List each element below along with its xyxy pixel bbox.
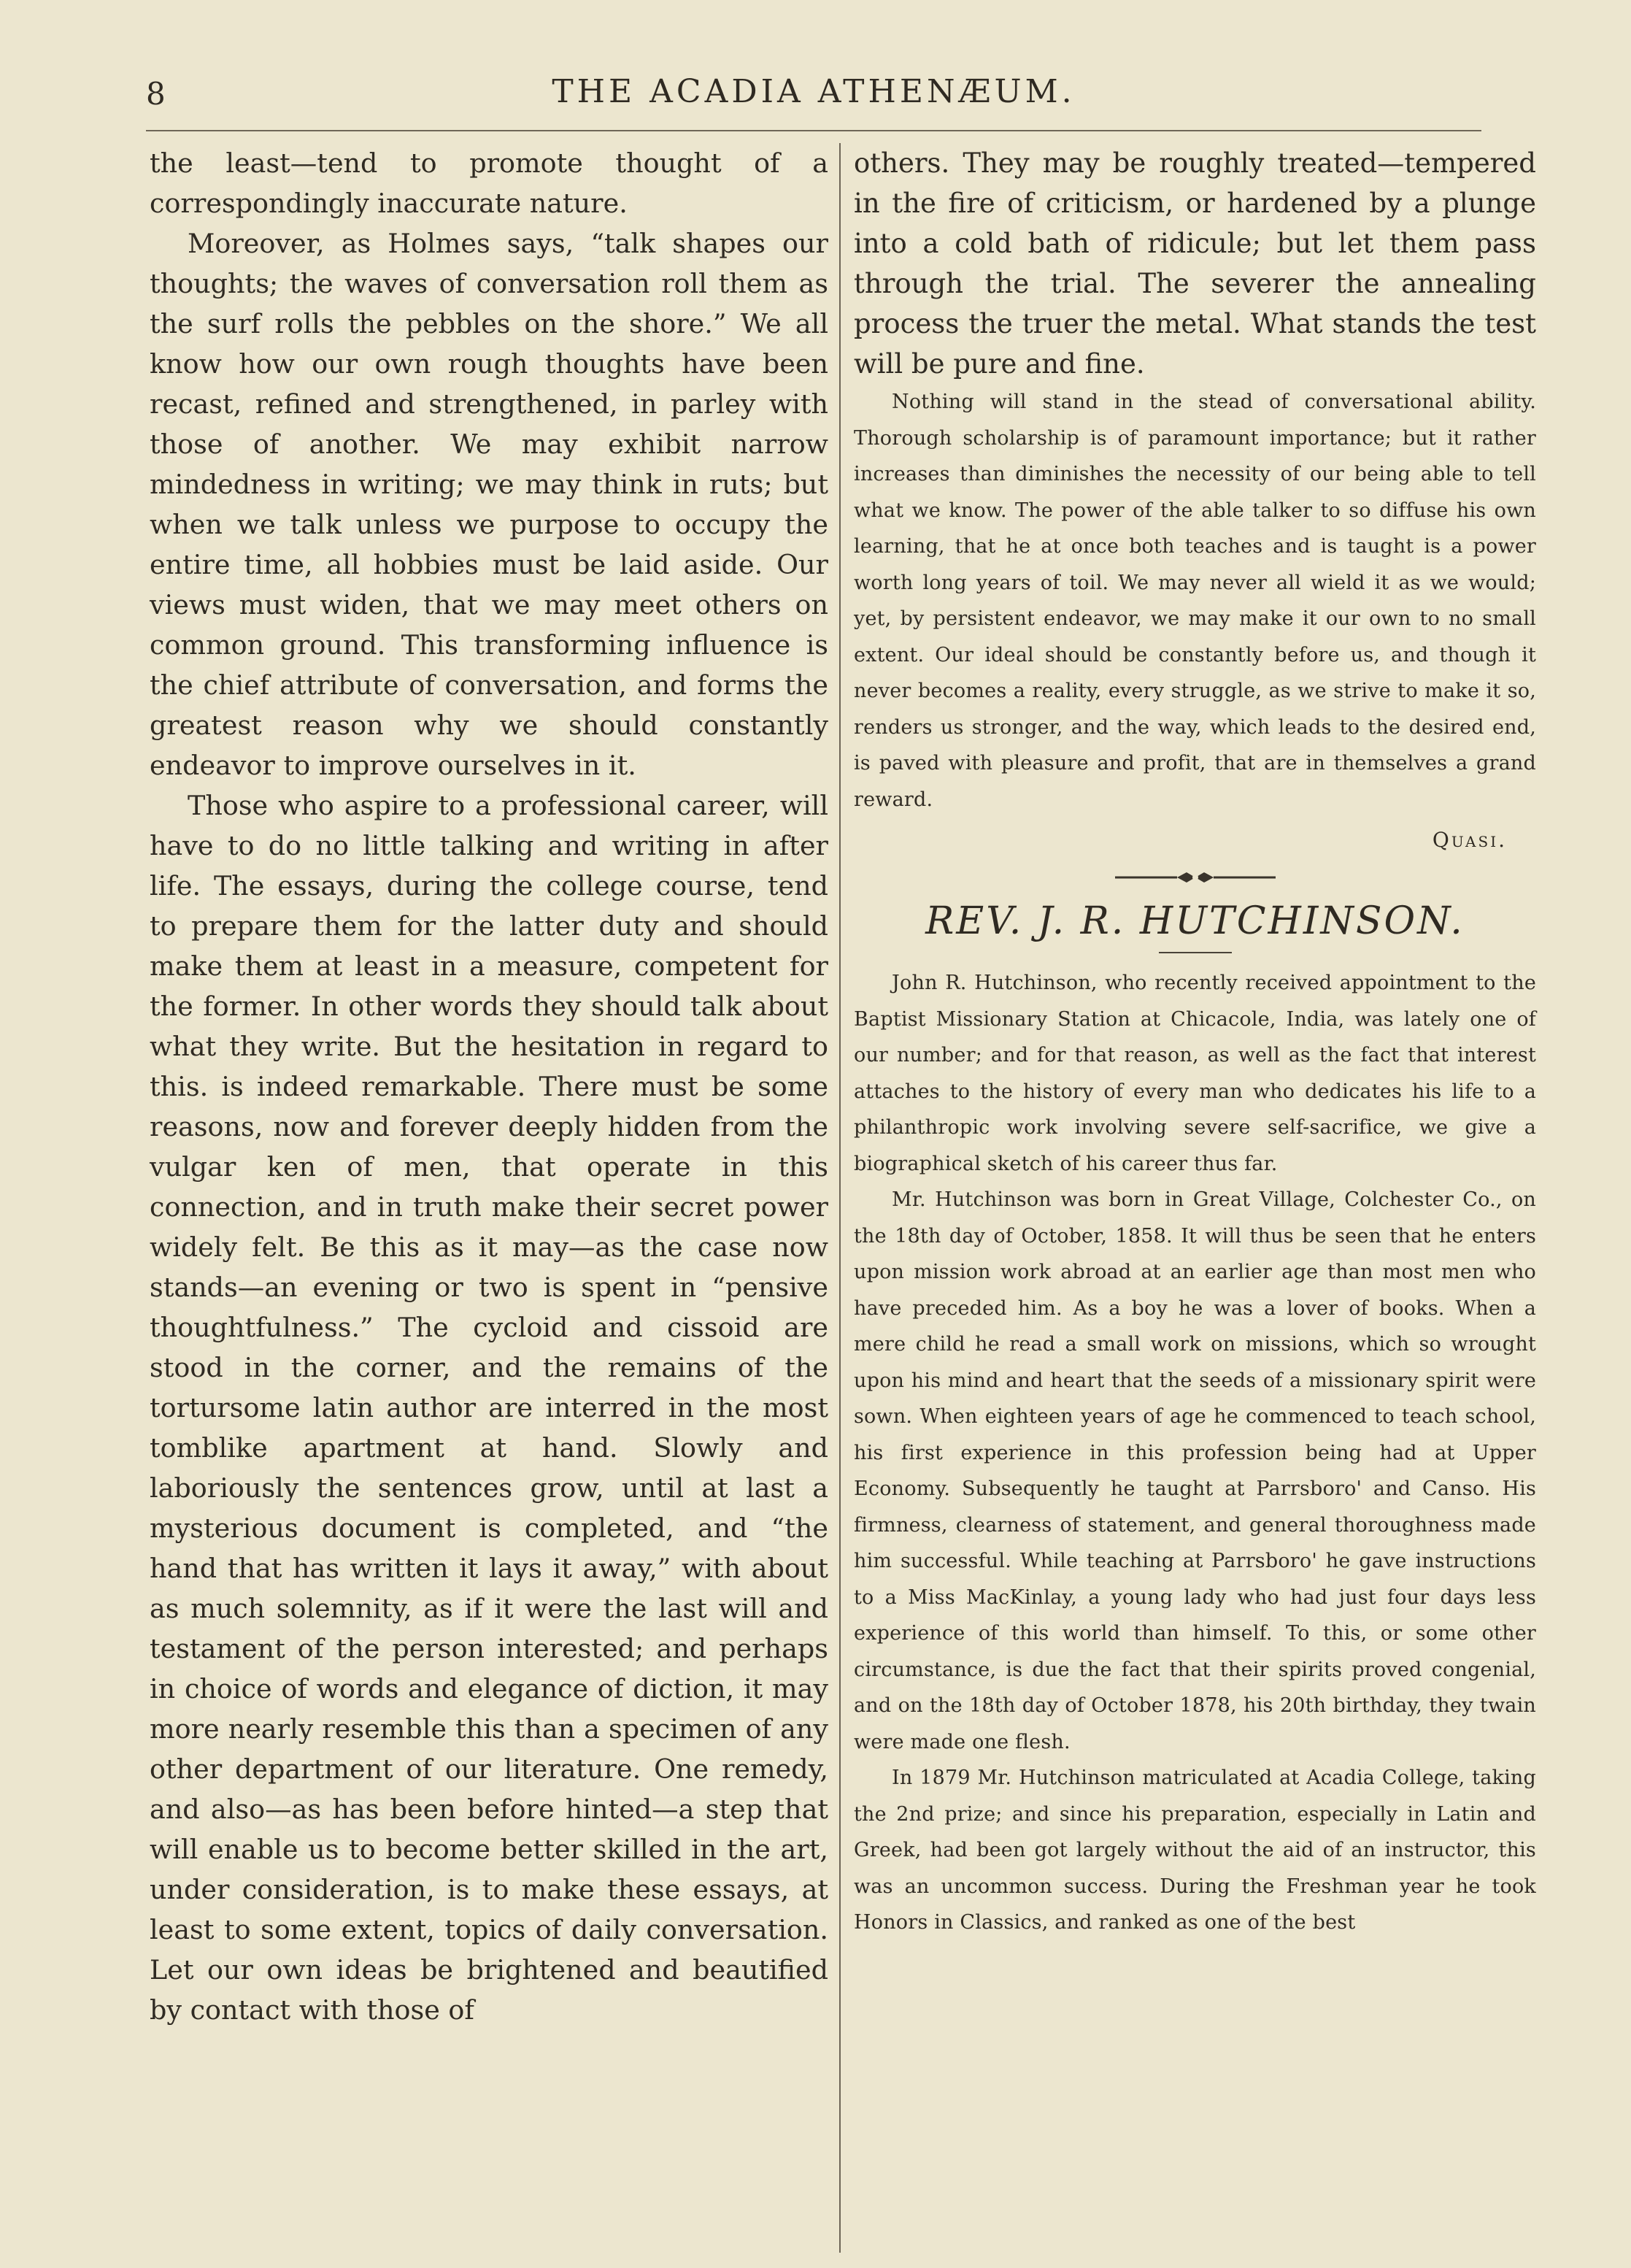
paragraph: others. They may be roughly treated—tempered in the fire of criticism, or hardened by a plunge into a cold bath of ridicule; but let them pass through the trial. The severer the annealing process the truer the metal. What stands the test will be pure and fine.: [854, 147, 1536, 380]
paragraph: the least—tend to promote thought of a correspondingly inaccurate nature.: [150, 147, 828, 219]
page-number: 8: [146, 76, 166, 112]
paragraph: Mr. Hutchinson was born in Great Village, Colchester Co., on the 18th day of October, 1858. It will thus be seen that he enters upon mission work abroad at an earlier age than most men who have preceded him. As a boy he was a lover of books. When a mere child he read a small work on missions, which so wrought upon his mind and heart that the seeds of a missionary spirit were sown. When eighteen years of age he commenced to teach school, his first experience in this profession being had at Upper Economy. Subsequently he taught at Parrsboro' and Canso. His firmness, clearness of statement, and general thoroughness made him successful. While teaching at Parrsboro' he gave instructions to a Miss MacKinlay, a young lady who had just four days less experience of this world than himself. To this, or some other circumstance, is due the fact that their spirits proved congenial, and on the 18th day of October 1878, his 20th birthday, they twain were made one flesh.: [854, 1188, 1536, 1753]
author-signature: Quasi.: [1432, 828, 1507, 852]
paragraph: Nothing will stand in the stead of conversational ability. Thorough scholarship is of paramount importance; but it rather increases than diminishes the necessity of our being able to tell what we know. The power of the able talker to so diffuse his own learning, that he at once both teaches and is taught is a power worth long years of toil. We may never all wield it as we would; yet, by persistent endeavor, we may make it our own to no small extent. Our ideal should be constantly before us, and though it never becomes a reality, every struggle, as we strive to make it so, renders us stronger, and the way, which leads to the desired end, is paved with pleasure and profit, that are in themselves a grand reward.: [854, 391, 1536, 811]
title-rule: [1159, 952, 1232, 953]
left-column: [150, 143, 828, 2030]
page-header: [146, 70, 1481, 121]
paragraph: Those who aspire to a professional career, will have to do no little talking and writing in after life. The essays, during the college course, tend to prepare them for the latter duty and should make them at least in a measure, competent for the former. In other words they should talk about what they write. But the hesitation in regard to this. is indeed remarkable. There must be some reasons, now and forever deeply hidden from the vulgar ken of men, that operate in this connection, and in truth make their secret power widely felt. Be this as it may—as the case now stands—an evening or two is spent in “pensive thoughtfulness.” The cycloid and cissoid are stood in the corner, and the remains of the tortursome latin author are interred in the most tomblike apartment at hand. Slowly and laboriously the sentences grow, until at last a mysterious document is completed, and “the hand that has written it lays it away,” with about as much solemnity, as if it were the last will and testament of the person interested; and perhaps in choice of words and elegance of diction, it may more nearly resemble this than a specimen of any other department of our literature. One remedy, and also—as has been before hinted—a step that will enable us to become better skilled in the art, under consideration, is to make these essays, at least to some extent, topics of daily conversation. Let our own ideas be brightened and beautified by contact with those of: [150, 790, 828, 2026]
running-title: THE ACADIA ATHENÆUM.: [552, 73, 1076, 110]
ornament-icon: [1108, 869, 1283, 886]
right-column: [854, 143, 1536, 1941]
header-rule: [146, 130, 1481, 131]
paragraph: John R. Hutchinson, who recently received appointment to the Baptist Missionary Station at Chicacole, India, was lately one of our number; and for that reason, as well as the fact that interest attaches to the history of every man who dedicates his life to a philanthropic work involving severe self-sacrifice, we give a biographical sketch of his career thus far.: [854, 972, 1536, 1175]
paragraph: In 1879 Mr. Hutchinson matriculated at Acadia College, taking the 2nd prize; and since his preparation, especially in Latin and Greek, had been got largely without the aid of an instructor, this was an uncommon success. During the Freshman year he took Honors in Classics, and ranked as one of the best: [854, 1767, 1536, 1934]
paragraph: Moreover, as Holmes says, “talk shapes our thoughts; the waves of conversation roll them as the surf rolls the pebbles on the shore.” We all know how our own rough thoughts have been recast, refined and strengthened, in parley with those of another. We may exhibit narrow mindedness in writing; we may think in ruts; but when we talk unless we purpose to occupy the entire time, all hobbies must be laid aside. Our views must widen, that we may meet others on common ground. This transforming influence is the chief attribute of conversation, and forms the greatest reason why we should constantly endeavor to improve ourselves in it.: [150, 228, 828, 781]
article-title: REV. J. R. HUTCHINSON.: [925, 899, 1465, 943]
ornament-divider: [854, 869, 1536, 891]
column-divider: [839, 143, 841, 2253]
